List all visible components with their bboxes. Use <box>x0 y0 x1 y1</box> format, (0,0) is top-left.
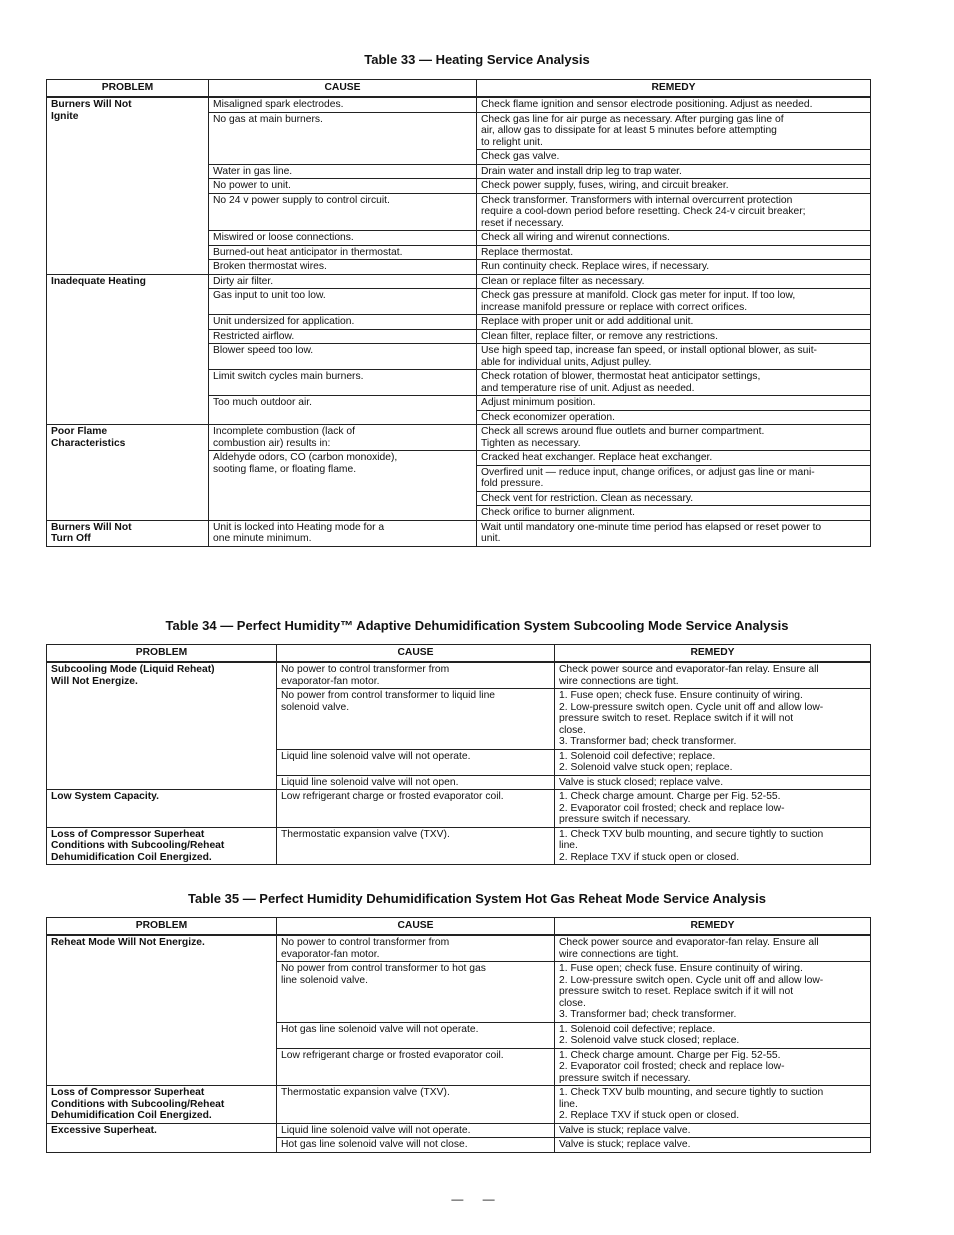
remedy-cell: Check vent for restriction. Clean as necessary. <box>477 491 871 506</box>
page-footer: — — <box>451 1192 503 1206</box>
problem-header: PROBLEM <box>47 645 277 663</box>
cause-cell: No power to control transformer from evaporator-fan motor. <box>277 935 555 962</box>
cause-cell: Aldehyde odors, CO (carbon monoxide), sooting flame, or floating flame. <box>209 451 477 521</box>
cause-cell: Too much outdoor air. <box>209 396 477 425</box>
table-row <box>47 790 871 828</box>
table-row <box>47 1123 871 1138</box>
cause-cell: Liquid line solenoid valve will not operate. <box>277 749 555 775</box>
cause-header: CAUSE <box>277 645 555 663</box>
table-row <box>47 827 871 865</box>
cause-cell: Gas input to unit too low. <box>209 289 477 315</box>
table-row <box>47 662 871 689</box>
cause-cell: No power to unit. <box>209 179 477 194</box>
cause-cell: Liquid line solenoid valve will not open. <box>277 775 555 790</box>
problem-cell: Excessive Superheat. <box>47 1123 277 1152</box>
remedy-cell: Check gas pressure at manifold. Clock gas meter for input. If too low, increase manifold pressure or replace with correct orifices. <box>477 289 871 315</box>
remedy-cell: Check transformer. Transformers with internal overcurrent protection require a cool-down period before resetting. Check 24-v circuit breaker; reset if necessary. <box>477 193 871 231</box>
cause-cell: Incomplete combustion (lack of combustion air) results in: <box>209 425 477 451</box>
problem-cell: Reheat Mode Will Not Energize. <box>47 935 277 1086</box>
cause-cell: Restricted airflow. <box>209 329 477 344</box>
table-33-title: Table 33 — Heating Service Analysis <box>364 52 590 67</box>
heating-service-table <box>46 79 871 547</box>
remedy-cell: 1. Fuse open; check fuse. Ensure continuity of wiring. 2. Low-pressure switch open. Cycle unit off and allow low- pressure switch to reset. Replace switch if it will not close. 3. Transformer bad; check transformer. <box>555 962 871 1023</box>
table-35-title: Table 35 — Perfect Humidity Dehumidification System Hot Gas Reheat Mode Service Analysis <box>188 891 766 906</box>
remedy-cell: Clean or replace filter as necessary. <box>477 274 871 289</box>
remedy-cell: Check power supply, fuses, wiring, and circuit breaker. <box>477 179 871 194</box>
problem-cell: Loss of Compressor Superheat Conditions with Subcooling/Reheat Dehumidification Coil Energized. <box>47 1086 277 1124</box>
cause-cell: No power from control transformer to liquid line solenoid valve. <box>277 689 555 750</box>
cause-cell: Hot gas line solenoid valve will not close. <box>277 1138 555 1153</box>
cause-cell: Low refrigerant charge or frosted evaporator coil. <box>277 1048 555 1086</box>
problem-cell: Loss of Compressor Superheat Conditions with Subcooling/Reheat Dehumidification Coil Energized. <box>47 827 277 865</box>
remedy-cell: Clean filter, replace filter, or remove any restrictions. <box>477 329 871 344</box>
cause-cell: Thermostatic expansion valve (TXV). <box>277 827 555 865</box>
remedy-cell: 1. Check TXV bulb mounting, and secure tightly to suction line. 2. Replace TXV if stuck open or closed. <box>555 1086 871 1124</box>
table-row <box>47 520 871 546</box>
remedy-cell: Drain water and install drip leg to trap water. <box>477 164 871 179</box>
cause-cell: Burned-out heat anticipator in thermostat. <box>209 245 477 260</box>
remedy-cell: 1. Check TXV bulb mounting, and secure tightly to suction line. 2. Replace TXV if stuck open or closed. <box>555 827 871 865</box>
problem-header: PROBLEM <box>47 918 277 936</box>
cause-cell: Unit is locked into Heating mode for a one minute minimum. <box>209 520 477 546</box>
remedy-cell: Run continuity check. Replace wires, if necessary. <box>477 260 871 275</box>
cause-cell: No power from control transformer to hot gas line solenoid valve. <box>277 962 555 1023</box>
remedy-cell: 1. Check charge amount. Charge per Fig. 52-55. 2. Evaporator coil frosted; check and replace low- pressure switch if necessary. <box>555 790 871 828</box>
cause-cell: No power to control transformer from evaporator-fan motor. <box>277 662 555 689</box>
remedy-header: REMEDY <box>555 918 871 936</box>
cause-cell: Miswired or loose connections. <box>209 231 477 246</box>
remedy-cell: Check power source and evaporator-fan relay. Ensure all wire connections are tight. <box>555 662 871 689</box>
remedy-cell: 1. Solenoid coil defective; replace. 2. Solenoid valve stuck open; replace. <box>555 749 871 775</box>
table-row <box>47 1086 871 1124</box>
problem-cell: Subcooling Mode (Liquid Reheat) Will Not Energize. <box>47 662 277 790</box>
remedy-cell: 1. Check charge amount. Charge per Fig. 52-55. 2. Evaporator coil frosted; check and replace low- pressure switch if necessary. <box>555 1048 871 1086</box>
cause-cell: Low refrigerant charge or frosted evaporator coil. <box>277 790 555 828</box>
table-row <box>47 425 871 451</box>
hot-gas-reheat-service-table <box>46 917 871 1153</box>
problem-cell: Low System Capacity. <box>47 790 277 828</box>
remedy-cell: 1. Solenoid coil defective; replace. 2. Solenoid valve stuck closed; replace. <box>555 1022 871 1048</box>
cause-cell: Unit undersized for application. <box>209 315 477 330</box>
remedy-header: REMEDY <box>477 80 871 98</box>
remedy-cell: Overfired unit — reduce input, change orifices, or adjust gas line or mani- fold pressure. <box>477 465 871 491</box>
remedy-cell: Check economizer operation. <box>477 410 871 425</box>
cause-cell: No gas at main burners. <box>209 112 477 164</box>
subcooling-service-table <box>46 644 871 865</box>
remedy-cell: Use high speed tap, increase fan speed, or install optional blower, as suit- able for individual units, Adjust pulley. <box>477 344 871 370</box>
table-row <box>47 274 871 289</box>
table-row <box>47 97 871 112</box>
cause-header: CAUSE <box>209 80 477 98</box>
remedy-cell: Adjust minimum position. <box>477 396 871 411</box>
remedy-cell: 1. Fuse open; check fuse. Ensure continuity of wiring. 2. Low-pressure switch open. Cycle unit off and allow low- pressure switch to reset. Replace switch if it will not close. 3. Transformer bad; check transformer. <box>555 689 871 750</box>
remedy-cell: Replace thermostat. <box>477 245 871 260</box>
remedy-cell: Check rotation of blower, thermostat heat anticipator settings, and temperature rise of unit. Adjust as needed. <box>477 370 871 396</box>
cause-cell: Hot gas line solenoid valve will not operate. <box>277 1022 555 1048</box>
remedy-cell: Check orifice to burner alignment. <box>477 506 871 521</box>
remedy-cell: Wait until mandatory one-minute time period has elapsed or reset power to unit. <box>477 520 871 546</box>
remedy-cell: Valve is stuck; replace valve. <box>555 1138 871 1153</box>
problem-cell: Burners Will Not Turn Off <box>47 520 209 546</box>
cause-cell: Dirty air filter. <box>209 274 477 289</box>
remedy-cell: Cracked heat exchanger. Replace heat exchanger. <box>477 451 871 466</box>
table-34-title: Table 34 — Perfect Humidity™ Adaptive Dehumidification System Subcooling Mode Service Analysis <box>165 618 789 633</box>
remedy-cell: Valve is stuck; replace valve. <box>555 1123 871 1138</box>
cause-cell: Misaligned spark electrodes. <box>209 97 477 112</box>
remedy-cell: Valve is stuck closed; replace valve. <box>555 775 871 790</box>
remedy-cell: Check gas line for air purge as necessary. After purging gas line of air, allow gas to dissipate for at least 5 minutes before attempting to relight unit. <box>477 112 871 150</box>
cause-header: CAUSE <box>277 918 555 936</box>
cause-cell: No 24 v power supply to control circuit. <box>209 193 477 231</box>
cause-cell: Liquid line solenoid valve will not operate. <box>277 1123 555 1138</box>
problem-cell: Inadequate Heating <box>47 274 209 425</box>
table-row <box>47 935 871 962</box>
remedy-cell: Check gas valve. <box>477 150 871 165</box>
problem-header: PROBLEM <box>47 80 209 98</box>
remedy-cell: Check all wiring and wirenut connections. <box>477 231 871 246</box>
remedy-cell: Check all screws around flue outlets and burner compartment. Tighten as necessary. <box>477 425 871 451</box>
remedy-header: REMEDY <box>555 645 871 663</box>
cause-cell: Thermostatic expansion valve (TXV). <box>277 1086 555 1124</box>
remedy-cell: Replace with proper unit or add additional unit. <box>477 315 871 330</box>
problem-cell: Burners Will Not Ignite <box>47 97 209 274</box>
cause-cell: Blower speed too low. <box>209 344 477 370</box>
cause-cell: Water in gas line. <box>209 164 477 179</box>
problem-cell: Poor Flame Characteristics <box>47 425 209 521</box>
remedy-cell: Check power source and evaporator-fan relay. Ensure all wire connections are tight. <box>555 935 871 962</box>
cause-cell: Broken thermostat wires. <box>209 260 477 275</box>
cause-cell: Limit switch cycles main burners. <box>209 370 477 396</box>
remedy-cell: Check flame ignition and sensor electrode positioning. Adjust as needed. <box>477 97 871 112</box>
